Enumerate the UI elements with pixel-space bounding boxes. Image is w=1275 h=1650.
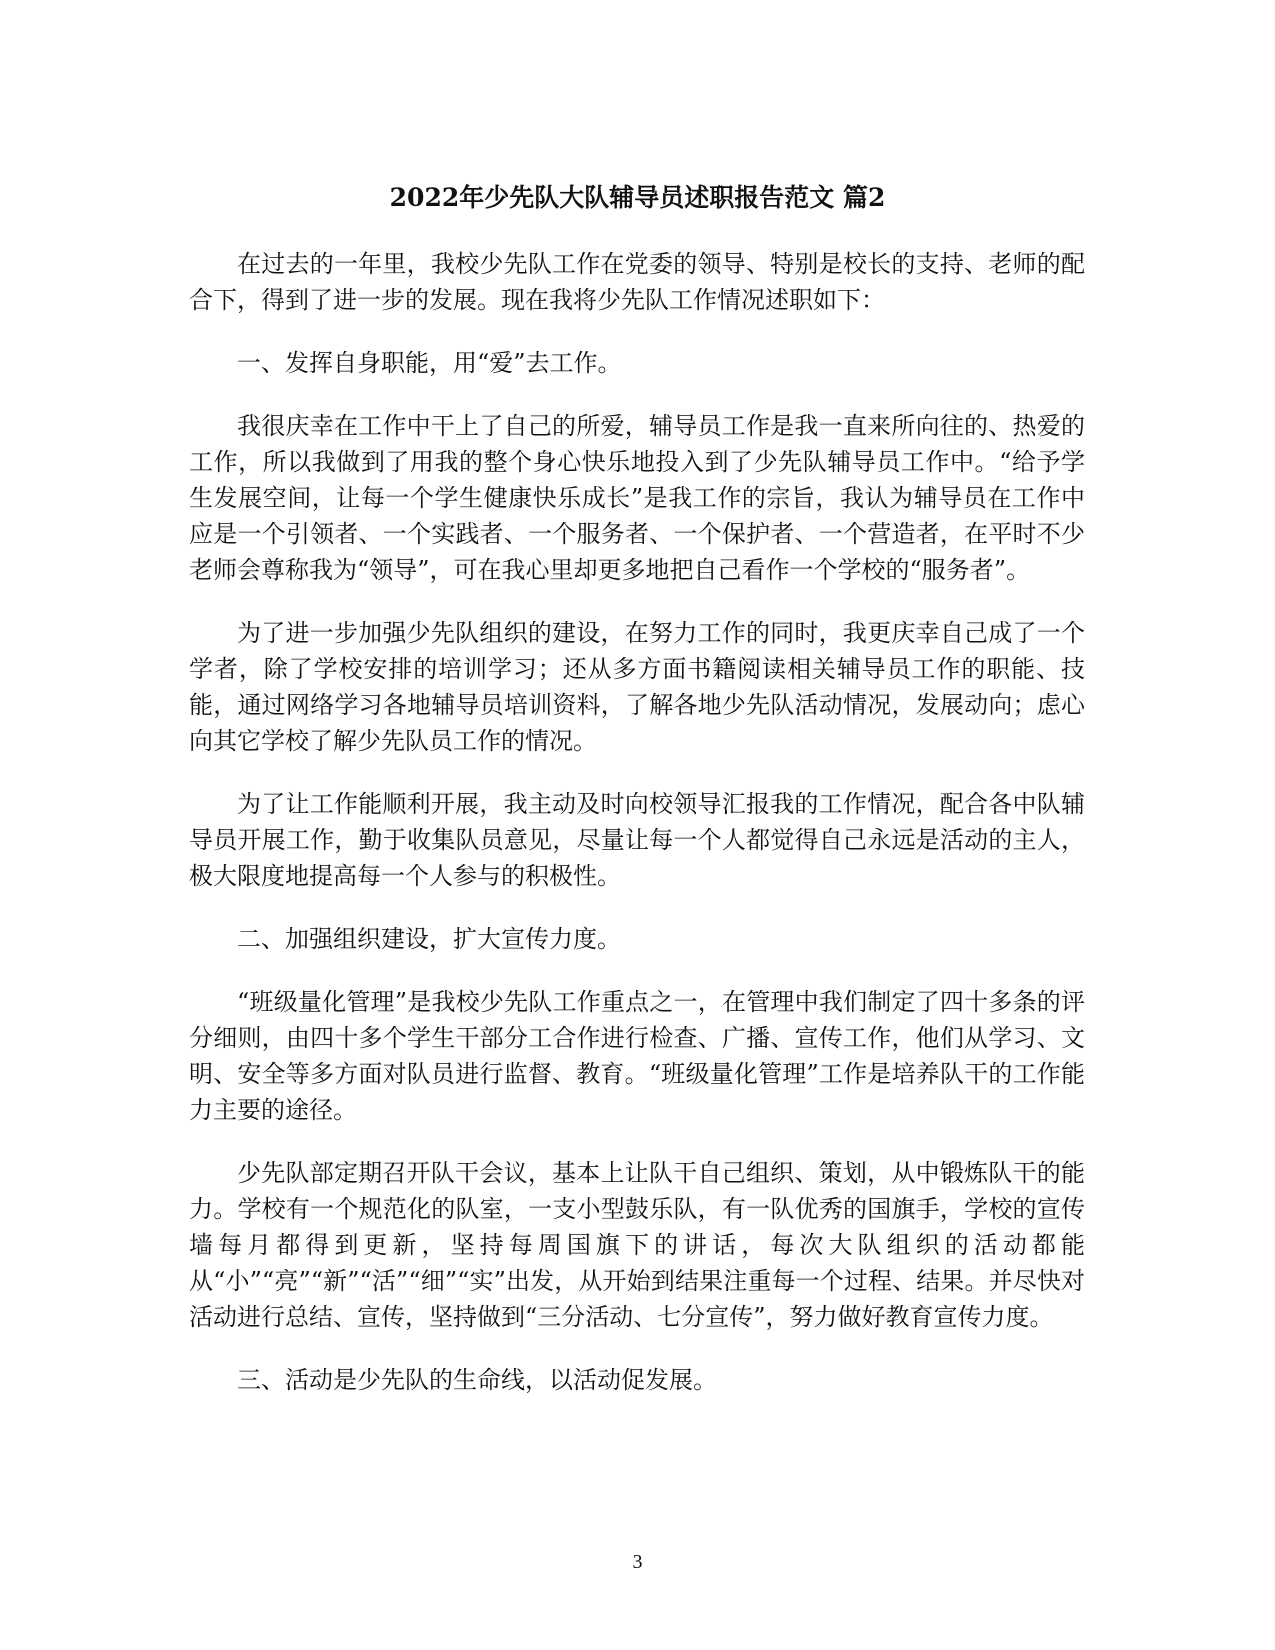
paragraph: 为了让工作能顺利开展，我主动及时向校领导汇报我的工作情况，配合各中队辅导员开展工作，勤于收集队员意见，尽量让每一个人都觉得自己永远是活动的主人，极大限度地提高每一个人参与的积极性。 xyxy=(189,790,1085,890)
section-heading-3: 三、活动是少先队的生命线，以活动促发展。 xyxy=(237,1366,717,1394)
document-title: 2022年少先队大队辅导员述职报告范文 篇2 xyxy=(389,183,886,212)
paragraph: “班级量化管理”是我校少先队工作重点之一，在管理中我们制定了四十多条的评分细则，由四十多个学生干部分工合作进行检查、广播、宣传工作，他们从学习、文明、安全等多方面对队员进行监督、教育。“班级量化管理”工作是培养队干的工作能力主要的途径。 xyxy=(189,988,1085,1124)
section-heading-1: 一、发挥自身职能，用“爱”去工作。 xyxy=(237,349,622,377)
paragraph: 我很庆幸在工作中干上了自己的所爱，辅导员工作是我一直来所向往的、热爱的工作，所以我做到了用我的整个身心快乐地投入到了少先队辅导员工作中。“给予学生发展空间，让每一个学生健康快乐成长”是我工作的宗旨，我认为辅导员在工作中应是一个引领者、一个实践者、一个服务者、一个保护者、一个营造者，在平时不少老师会尊称我为“领导”，可在我心里却更多地把自己看作一个学校的“服务者”。 xyxy=(189,412,1085,584)
page-number: 3 xyxy=(632,1551,643,1573)
paragraph-intro: 在过去的一年里，我校少先队工作在党委的领导、特别是校长的支持、老师的配合下，得到了进一步的发展。现在我将少先队工作情况述职如下： xyxy=(189,250,1085,314)
paragraph: 少先队部定期召开队干会议，基本上让队干自己组织、策划，从中锻炼队干的能力。学校有一个规范化的队室，一支小型鼓乐队，有一队优秀的国旗手，学校的宣传墙每月都得到更新，坚持每周国旗下的讲话，每次大队组织的活动都能从“小”“亮”“新”“活”“细”“实”出发，从开始到结果注重每一个过程、结果。并尽快对活动进行总结、宣传，坚持做到“三分活动、七分宣传”，努力做好教育宣传力度。 xyxy=(189,1159,1085,1331)
document-body xyxy=(189,246,1085,1425)
section-heading-2: 二、加强组织建设，扩大宣传力度。 xyxy=(237,925,621,953)
paragraph: 为了进一步加强少先队组织的建设，在努力工作的同时，我更庆幸自己成了一个学者，除了学校安排的培训学习；还从多方面书籍阅读相关辅导员工作的职能、技能，通过网络学习各地辅导员培训资料，了解各地少先队活动情况，发展动向；虑心向其它学校了解少先队员工作的情况。 xyxy=(189,619,1085,755)
